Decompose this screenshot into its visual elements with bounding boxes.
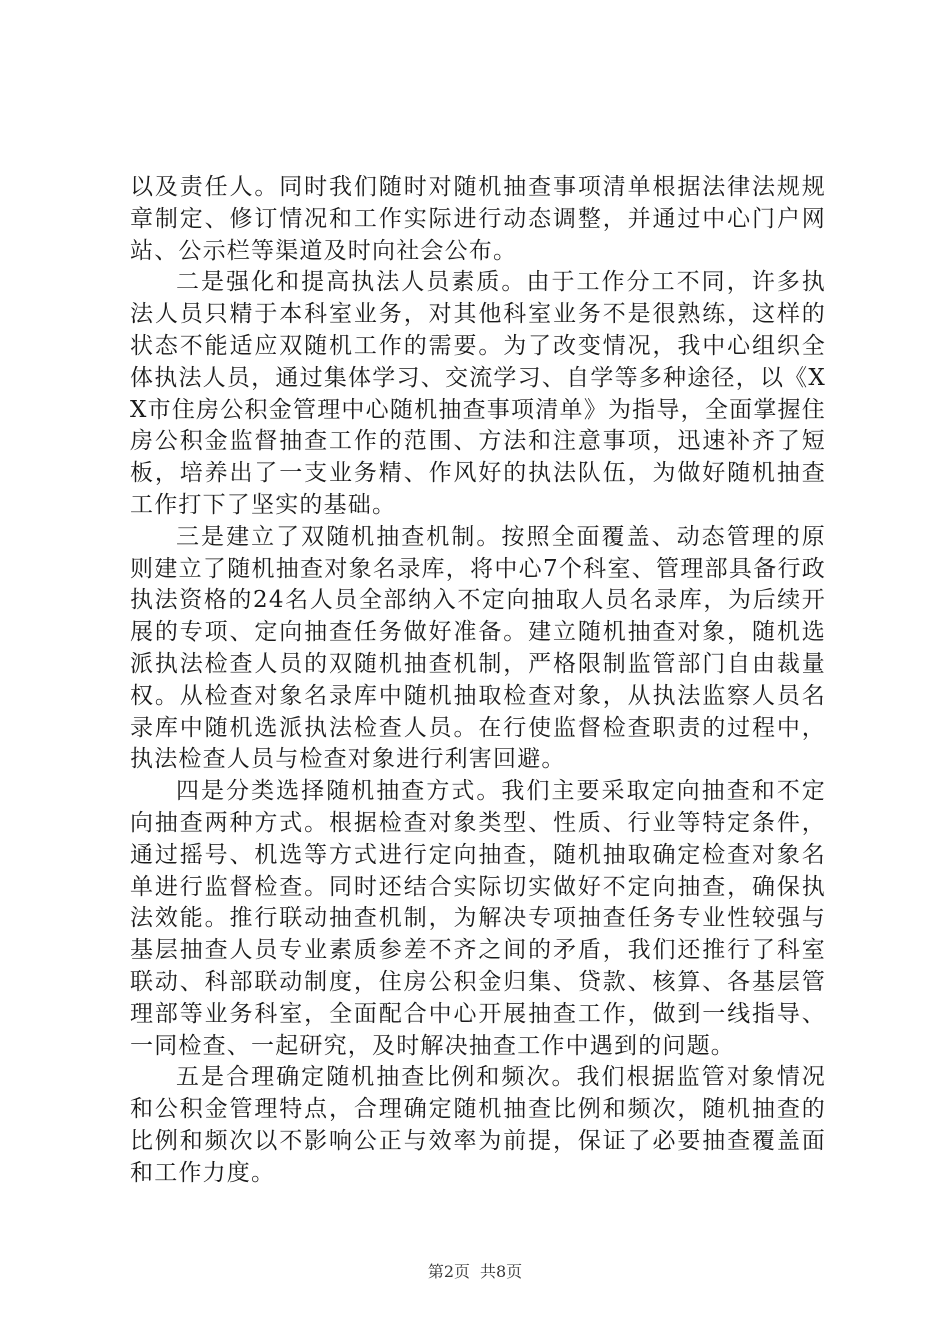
paragraph-point-four: 四是分类选择随机抽查方式。我们主要采取定向抽查和不定向抽查两种方式。根据检查对象类型、性质、行业等特定条件，通过摇号、机选等方式进行定向抽查，随机抽取确定检查对象名单进行监督检查。同时还结合实际切实做好不定向抽查，确保执法效能。推行联动抽查机制，为解决专项抽查任务专业性较强与基层抽查人员专业素质参差不齐之间的矛盾，我们还推行了科室联动、科部联动制度，住房公积金归集、贷款、核算、各基层管理部等业务科室，全面配合中心开展抽查工作，做到一线指导、一同检查、一起研究，及时解决抽查工作中遇到的问题。 xyxy=(130,778,826,1059)
paragraph-point-five: 五是合理确定随机抽查比例和频次。我们根据监管对象情况和公积金管理特点，合理确定随机抽查比例和频次，随机抽查的比例和频次以不影响公正与效率为前提，保证了必要抽查覆盖面和工作力度。 xyxy=(130,1064,826,1186)
page-footer xyxy=(0,1262,950,1282)
document-body xyxy=(130,172,826,1190)
page-number: 第2页 xyxy=(427,1262,470,1281)
paragraph-point-two: 二是强化和提高执法人员素质。由于工作分工不同，许多执法人员只精于本科室业务，对其他科室业务不是很熟练，这样的状态不能适应双随机工作的需要。为了改变情况，我中心组织全体执法人员，通过集体学习、交流学习、自学等多种途径，以《XX市住房公积金管理中心随机抽查事项清单》为指导，全面掌握住房公积金监督抽查工作的范围、方法和注意事项，迅速补齐了短板，培养出了一支业务精、作风好的执法队伍，为做好随机抽查工作打下了坚实的基础。 xyxy=(130,269,826,518)
page-total: 共8页 xyxy=(480,1262,523,1281)
paragraph-point-three: 三是建立了双随机抽查机制。按照全面覆盖、动态管理的原则建立了随机抽查对象名录库，将中心7个科室、管理部具备行政执法资格的24名人员全部纳入不定向抽取人员名录库，为后续开展的专项、定向抽查任务做好准备。建立随机抽查对象，随机选派执法检查人员的双随机抽查机制，严格限制监管部门自由裁量权。从检查对象名录库中随机抽取检查对象，从执法监察人员名录库中随机选派执法检查人员。在行使监督检查职责的过程中，执法检查人员与检查对象进行利害回避。 xyxy=(130,523,826,773)
paragraph-intro-continuation: 以及责任人。同时我们随时对随机抽查事项清单根据法律法规规章制定、修订情况和工作实际进行动态调整，并通过中心门户网站、公示栏等渠道及时向社会公布。 xyxy=(130,174,826,264)
